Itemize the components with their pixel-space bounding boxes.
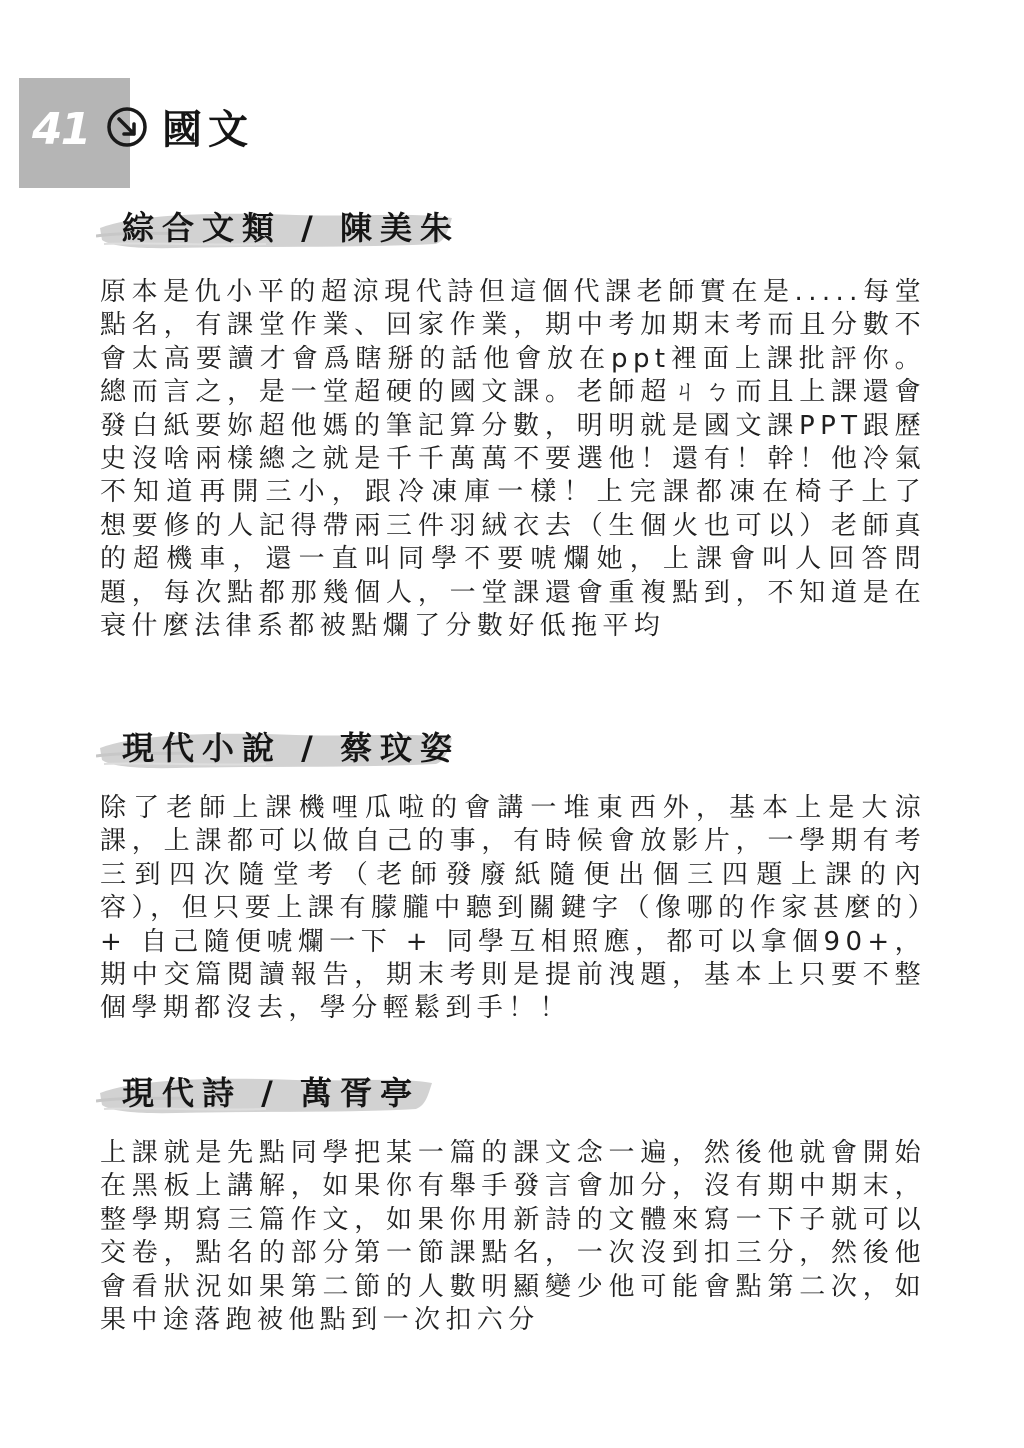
page-number: 41 [32,104,90,155]
section-heading [100,200,930,260]
course-section [100,1065,930,1337]
section-body: 原本是仇小平的超涼現代詩但這個代課老師實在是.....每堂點名，有課堂作業、回家作業，期中考加期末考而且分數不會太高要讀才會爲瞎掰的話他會放在ppt裡面上課批評你。總而言之，是一堂超硬的國文課。老師超ㄐㄅ而且上課還會發白紙要妳超他媽的筆記算分數，明明就是國文課PPT跟歷史沒啥兩樣總之就是千千萬萬不要選他！還有！幹！他冷氣不知道再開三小，跟冷凍庫一樣！上完課都凍在椅子上了 想要修的人記得帶兩三件羽絨衣去（生個火也可以）老師真的超機車，還一直叫同學不要唬爛她，上課會叫人回答問題，每次點都那幾個人，一堂課還會重複點到，不知道是在衰什麼法律系都被點爛了分數好低拖平均 [100,277,926,642]
section-heading [100,1065,930,1125]
section-heading-text: 現代詩 / 萬胥亭 [122,1074,420,1112]
section-body: 除了老師上課機哩瓜啦的會講一堆東西外，基本上是大涼課，上課都可以做自己的事，有時候會放影片，一學期有考三到四次隨堂考（老師發廢紙隨便出個三四題上課的內容），但只要上課有朦朧中聽到關鍵字（像哪的作家甚麼的）+ 自己隨便唬爛一下 + 同學互相照應，都可以拿個90+，期中交篇閱讀報告，期末考則是提前洩題，基本上只要不整個學期都沒去，學分輕鬆到手！！ [100,793,926,1024]
section-heading-text: 綜合文類 / 陳美朱 [122,209,460,247]
section-body: 上課就是先點同學把某一篇的課文念一遍，然後他就會開始在黑板上講解，如果你有舉手發言會加分，沒有期中期末，整學期寫三篇作文，如果你用新詩的文體來寫一下子就可以交卷，點名的部分第一節課點名，一次沒到扣三分，然後他會看狀況如果第二節的人數明顯變少他可能會點第二次，如果中途落跑被他點到一次扣六分 [100,1138,926,1336]
chapter-title: 國文 [162,107,254,153]
section-heading [100,720,930,780]
arrow-down-right-circle-icon [105,105,149,149]
section-heading-text: 現代小說 / 蔡玟姿 [122,729,460,767]
course-section [100,720,930,1026]
course-section [100,200,930,643]
